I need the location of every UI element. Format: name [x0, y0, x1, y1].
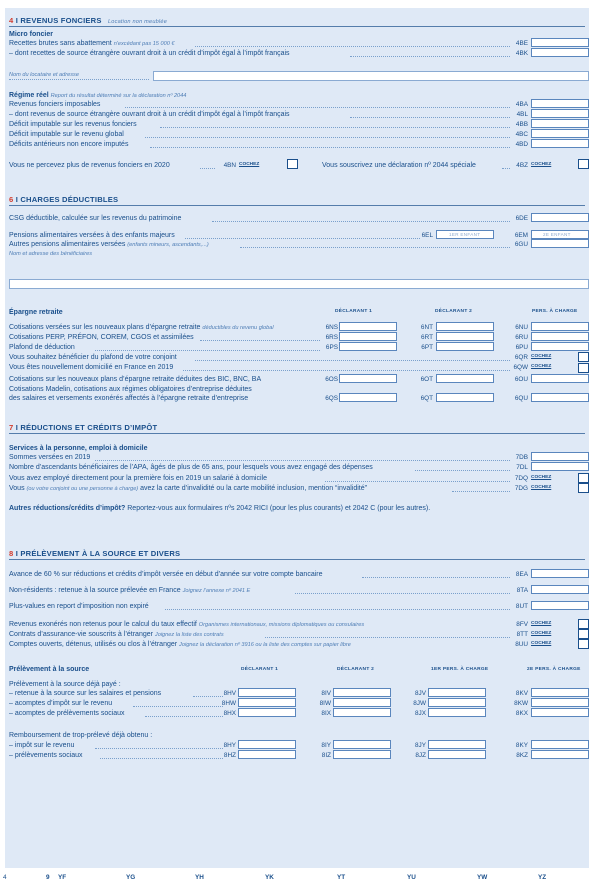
field-8IV[interactable] [333, 688, 391, 697]
footer-code: YK [265, 874, 274, 881]
field-6QU[interactable] [531, 393, 589, 402]
field-6RT[interactable] [436, 332, 494, 341]
field-8HZ[interactable] [238, 750, 296, 759]
checkbox-8FV[interactable] [578, 619, 589, 629]
field-8IZ[interactable] [333, 750, 391, 759]
field-7DL[interactable] [531, 462, 589, 471]
non-residents-label: Non-résidents : retenue à la source prélevée en France Joignez l’annexe nº 2041 E [9, 587, 251, 594]
field-6NS[interactable] [339, 322, 397, 331]
section-8-title: 8 I PRÉLÈVEMENT À LA SOURCE ET DIVERS [9, 549, 181, 558]
field-6OU[interactable] [531, 374, 589, 383]
field-6DE[interactable] [531, 213, 589, 222]
section-divider [9, 205, 585, 206]
field-6RU[interactable] [531, 332, 589, 341]
field-7DB[interactable] [531, 452, 589, 461]
field-4BE[interactable] [531, 38, 589, 47]
regime-reel-title: Régime réel Report du résultat déterminé sur la déclaration nº 2044 [9, 92, 187, 99]
checkbox-6QR[interactable] [578, 352, 589, 362]
field-6PS[interactable] [339, 342, 397, 351]
field-8EA[interactable] [531, 569, 589, 578]
footer-code: YF [58, 874, 67, 881]
section-divider [9, 26, 585, 27]
section-4-title: 4 I REVENUS FONCIERS Location non meublée [9, 16, 168, 25]
field-8KW[interactable] [531, 698, 589, 707]
field-8HX[interactable] [238, 708, 296, 717]
field-4BC[interactable] [531, 129, 589, 138]
footer-code: YW [477, 874, 488, 881]
field-8JZ[interactable] [428, 750, 486, 759]
field-4BB[interactable] [531, 119, 589, 128]
checkbox-6QW[interactable] [578, 363, 589, 373]
micro-foncier-title: Micro foncier [9, 31, 53, 38]
contrats-label: Contrats d’assurance-vie souscrits à l’étranger Joignez la liste des contrats [9, 631, 224, 638]
field-6GU[interactable] [531, 239, 589, 248]
field-8KV[interactable] [531, 688, 589, 697]
footer-section-9: 9 [46, 874, 50, 881]
field-8UT[interactable] [531, 601, 589, 610]
checkbox-4BN[interactable] [287, 159, 298, 169]
cotis-nouveaux-label: Cotisations versées sur les nouveaux plans d’épargne retraite déductibles du revenu global [9, 324, 274, 331]
footer-code: YU [407, 874, 416, 881]
field-4BL[interactable] [531, 109, 589, 118]
checkbox-4BZ[interactable] [578, 159, 589, 169]
section-7-title: 7 I RÉDUCTIONS ET CRÉDITS D’IMPÔT [9, 423, 158, 432]
checkbox-7DG[interactable] [578, 483, 589, 493]
field-8JV[interactable] [428, 688, 486, 697]
autres-pensions-label: Autres pensions alimentaires versées (enfants mineurs, ascendants,...) [9, 241, 209, 248]
field-8HV[interactable] [238, 688, 296, 697]
field-8HY[interactable] [238, 740, 296, 749]
autres-reductions-note: Autres réductions/crédits d’impôt? Reportez-vous aux formulaires nºs 2042 RICI (pour les plus courants) et 2042 C (pour les autres). [9, 505, 431, 512]
section-divider [9, 433, 585, 434]
field-8HW[interactable] [238, 698, 296, 707]
field-6NU[interactable] [531, 322, 589, 331]
field-8TA[interactable] [531, 585, 589, 594]
footer-code: YT [337, 874, 346, 881]
field-6QS[interactable] [339, 393, 397, 402]
field-8JY[interactable] [428, 740, 486, 749]
footer-code: YH [195, 874, 204, 881]
field-8IW[interactable] [333, 698, 391, 707]
field-8IX[interactable] [333, 708, 391, 717]
field-8KZ[interactable] [531, 750, 589, 759]
field-6OS[interactable] [339, 374, 397, 383]
carte-invalidite-label: Vous (ou votre conjoint ou une personne à charge) avez la carte d’invalidité ou la carte mobilité inclusion, mention “invalidité” [9, 485, 367, 492]
field-4BA[interactable] [531, 99, 589, 108]
field-6PT[interactable] [436, 342, 494, 351]
comptes-label: Comptes ouverts, détenus, utilisés ou clos à l’étranger Joignez la déclaration nº 3916 ou la liste des comptes sur papier libre [9, 641, 351, 648]
field-6PU[interactable] [531, 342, 589, 351]
field-6NT[interactable] [436, 322, 494, 331]
section-6-title: 6 I CHARGES DÉDUCTIBLES [9, 195, 119, 204]
field-8JX[interactable] [428, 708, 486, 717]
field-8KY[interactable] [531, 740, 589, 749]
field-6RS[interactable] [339, 332, 397, 341]
checkbox-8UU[interactable] [578, 639, 589, 649]
field-6OT[interactable] [436, 374, 494, 383]
locataire-input[interactable] [153, 71, 589, 81]
field-6QT[interactable] [436, 393, 494, 402]
field-8IY[interactable] [333, 740, 391, 749]
tax-form-page: 4 I REVENUS FONCIERS Location non meublée Micro foncier Recettes brutes sans abattement n'excédant pas 15 000 € 4BE – dont recettes de source étrangère ouvrant droit à un crédit d’impôt égal à l’impôt français 4BK Nom du locataire et adresse Régime réel Report du résultat déterminé sur la déclaration nº 2044 Revenus fonciers imposables 4BA – dont revenus de source étrangère ouvrant droit à un crédit d’impôt égal à l’impôt français 4BL Déficit imputable sur les revenus fonciers 4BB Déficit imputable sur le revenu global 4BC Déficits antérieurs non encore imputés 4BD Vous ne percevez plus de revenus fonciers en 2020 4BN COCHEZ Vous souscrivez une déclaration nº 2044 spéciale 4BZ COCHEZ 6 I CHARGES DÉDUCTIBLES CSG déductible, calculée sur les revenus du patrimoine 6DE Pensions alimentaires versées à des enfants majeurs 6EL 1ER ENFANT 6EM 2E ENFANT Autres pensions alimentaires versées (enfants mineurs, ascendants,...) 6GU Nom et adresse des bénéficiaires Épargne retraite DÉCLARANT 1 DÉCLARANT 2 PERS. À CHARGE Cotisations versées sur les nouveaux plans d’épargne retraite déductibles du revenu global 6NS 6NT 6NU Cotisations PERP, PRÉFON, COREM, CGOS et assimilées 6RS 6RT 6RU Plafond de déduction 6PS 6PT 6PU Vous souhaitez bénéficier du plafond de votre conjoint 6QR COCHEZ Vous êtes nouvellement domicilié en France en 2019 6QW COCHEZ Cotisations sur les nouveaux plans d’épargne retraite déduites des BIC, BNC, BA 6OS 6OT 6OU Cotisations Madelin, cotisations aux régimes obligatoires d’entreprise déduites des salaires et versements exonérés affectés à l’épargne retraite d’entreprise 6QS 6QT 6QU 7 I RÉDUCTIONS ET CRÉDITS D’IMPÔT Services à la personne, emploi à domicile Sommes versées en 2019 7DB Nombre d’ascendants bénéficiaires de l’APA, âgés de plus de 65 ans, pour lesquels vous avez engagé des dépenses 7DL Vous avez employé directement pour la première fois en 2019 un salarié à domicile 7DQ COCHEZ Vous (ou votre conjoint ou une personne à charge) avez la carte d’invalidité ou la carte mobilité inclusion, mention “invalidité” 7DG COCHEZ Autres réductions/crédits d’impôt? Reportez-vous aux formulaires nºs 2042 RICI (pour les plus courants) et 2042 C (pour les autres). 8 I PRÉLÈVEMENT À LA SOURCE ET DIVERS Avance de 60 % sur réductions et crédits d’impôt versée en début d’année sur votre compte bancaire 8EA Non-résidents : retenue à la source prélevée en France Joignez l’annexe nº 2041 E 8TA Plus-values en report d’imposition non expiré 8UT Revenus exonérés non retenus pour le calcul du taux effectif Organismes internationaux, missions diplomatiques ou consulaires 8FV COCHEZ Contrats d’assurance-vie souscrits à l’étranger Joignez la liste des contrats 8TT COCHEZ Comptes ouverts, détenus, utilisés ou clos à l’étranger Joignez la déclaration nº 3916 ou la liste des comptes sur papier libre 8UU COCHEZ Prélèvement à la source DÉCLARANT 1 DÉCLARANT 2 1ER PERS. À CHARGE 2E PERS. À CHARGE Prélèvement à la source déjà payé : – retenue à la source sur les salaires et pensions – acomptes d’impôt sur le revenu – acomptes de prélèvements sociaux Remboursement de trop-prélevé déjà obtenu : – impôt sur le revenu – prélèvements sociaux 8HV 8IV 8JV 8KV 8HW 8IW 8JW 8KW 8HX 8IX 8JX 8KX 8HY 8IY 8JY 8KY 8HZ 8IZ 8JZ 8KZ [5, 8, 589, 868]
footer-code: YZ [538, 874, 547, 881]
section-divider [9, 559, 585, 560]
field-4BD[interactable] [531, 139, 589, 148]
footer-code: YG [126, 874, 136, 881]
checkbox-7DQ[interactable] [578, 473, 589, 483]
exoneres-label: Revenus exonérés non retenus pour le calcul du taux effectif Organismes internationaux, missions diplomatiques ou consulaires [9, 621, 365, 628]
beneficiaires-input[interactable] [9, 279, 589, 289]
page-number: 4 [3, 874, 7, 881]
field-8JW[interactable] [428, 698, 486, 707]
field-4BK[interactable] [531, 48, 589, 57]
field-8KX[interactable] [531, 708, 589, 717]
recettes-label: Recettes brutes sans abattement n'excédant pas 15 000 € [9, 40, 175, 47]
checkbox-8TT[interactable] [578, 629, 589, 639]
